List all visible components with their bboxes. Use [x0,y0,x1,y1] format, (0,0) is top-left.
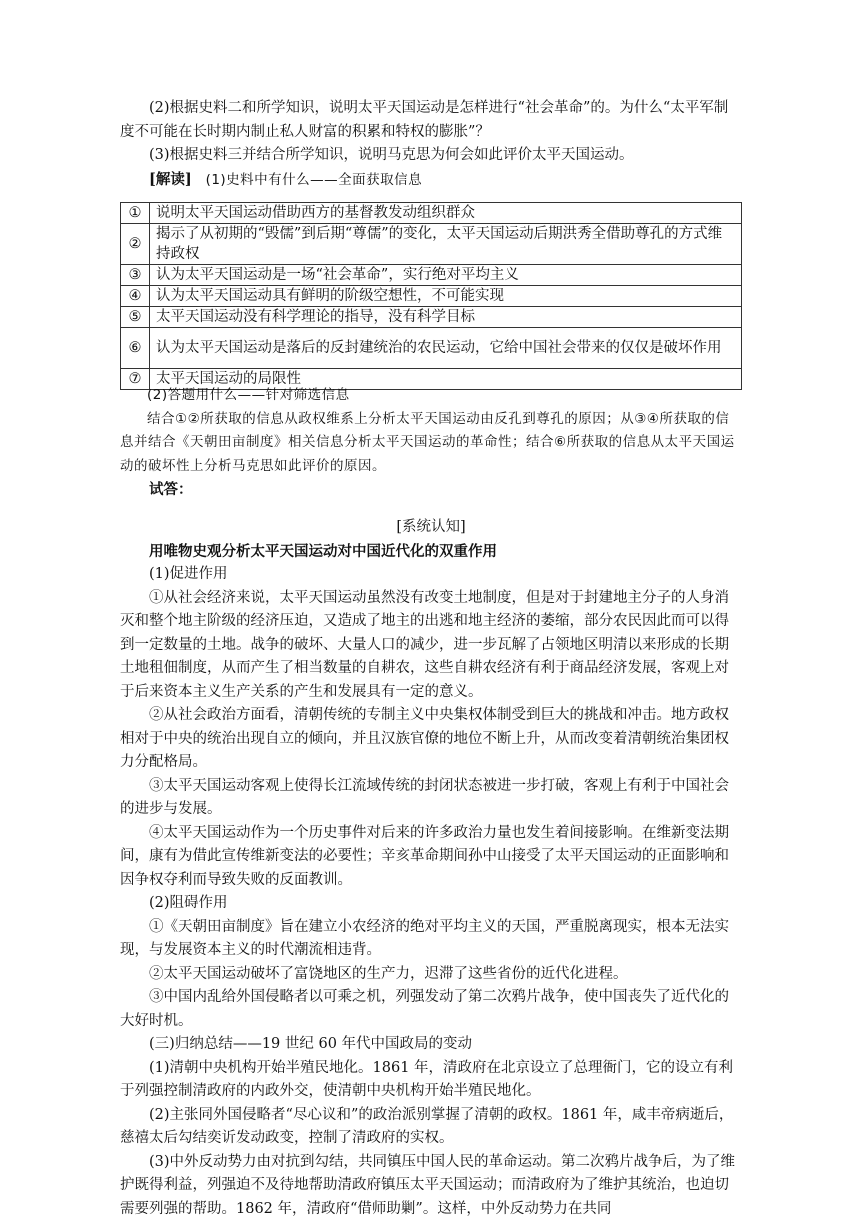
summary-item: (1)清朝中央机构开始半殖民地化。1861 年，清政府在北京设立了总理衙门，它的设立有利于列强控制清政府的内政外交，使清朝中央机构开始半殖民地化。 [120,1057,742,1104]
answer-use-text: 结合①②所获取的信息从政权维系上分析太平天国运动由反孔到尊孔的原因；从③④所获取的信息并结合《天朝田亩制度》相关信息分析太平天国运动的革命性；结合⑥所获取的信息从太平天国运动的破坏性上分析马克思如此评价的原因。 [120,408,742,479]
hinder-heading: (2)阻碍作用 [120,892,742,916]
jiedu-text: (1)史料中有什么——全面获取信息 [206,172,423,188]
info-table [120,202,742,390]
promote-item: ④太平天国运动作为一个历史事件对后来的许多政治力量也发生着间接影响。在维新变法期间，康有为借此宣传维新变法的必要性；辛亥革命期间孙中山接受了太平天国运动的正面影响和因争权夺利而导致失败的反面教训。 [120,822,742,893]
answer-use-heading: (2)答题用什么——针对筛选信息 [120,384,742,408]
row-number: ③ [121,265,150,286]
table-row [121,286,742,307]
row-text: 认为太平天国运动具有鲜明的阶级空想性，不可能实现 [150,286,742,307]
row-number: ⑦ [121,369,150,390]
summary-item: (3)中外反动势力由对抗到勾结，共同镇压中国人民的革命运动。第二次鸦片战争后，为了维护既得利益，列强迫不及待地帮助清政府镇压太平天国运动；而清政府为了维护其统治，也迫切需要列强的帮助。1862 年，清政府“借师助剿”。这样，中外反动势力在共同 [120,1151,742,1221]
jiedu-line [120,168,742,193]
table-row [121,307,742,328]
row-text: 揭示了从初期的“毁儒”到后期“尊儒”的变化，太平天国运动后期洪秀全借助尊孔的方式维持政权 [150,224,742,265]
system-block [120,516,742,1221]
row-number: ④ [121,286,150,307]
table-row [121,203,742,224]
table-row [121,224,742,265]
question-2: (2)根据史料二和所学知识，说明太平天国运动是怎样进行“社会革命”的。为什么“太平军制度不可能在长时期内制止私人财富的积累和特权的膨胀”？ [120,97,742,144]
row-number: ② [121,224,150,265]
row-text: 太平天国运动没有科学理论的指导，没有科学目标 [150,307,742,328]
table-row [121,328,742,369]
row-number: ⑤ [121,307,150,328]
promote-heading: (1)促进作用 [120,563,742,587]
table-row [121,265,742,286]
system-label: [系统认知] [120,516,742,540]
summary-item: (2)主张同外国侵略者“尽心议和”的政治派别掌握了清朝的政权。1861 年，咸丰帝病逝后，慈禧太后勾结奕䜣发动政变，控制了清政府的实权。 [120,1104,742,1151]
hinder-item: ③中国内乱给外国侵略者以可乘之机，列强发动了第二次鸦片战争，使中国丧失了近代化的大好时机。 [120,986,742,1033]
row-number: ⑥ [121,328,150,369]
promote-item: ③太平天国运动客观上使得长江流域传统的封闭状态被进一步打破，客观上有利于中国社会的进步与发展。 [120,775,742,822]
questions-block [120,97,742,192]
row-number: ① [121,203,150,224]
answer-use-block [120,384,742,502]
hinder-item: ①《天朝田亩制度》旨在建立小农经济的绝对平均主义的天国，严重脱离现实，根本无法实现，与发展资本主义的时代潮流相违背。 [120,916,742,963]
row-text: 认为太平天国运动是一场“社会革命”，实行绝对平均主义 [150,265,742,286]
question-3: (3)根据史料三并结合所学知识，说明马克思为何会如此评价太平天国运动。 [120,144,742,168]
row-text: 认为太平天国运动是落后的反封建统治的农民运动，它给中国社会带来的仅仅是破坏作用 [150,328,742,369]
promote-item: ②从社会政治方面看，清朝传统的专制主义中央集权体制受到巨大的挑战和冲击。地方政权相对于中央的统治出现自立的倾向，并且汉族官僚的地位不断上升，从而改变着清朝统治集团权力分配格局。 [120,704,742,775]
shida-label: 试答： [120,478,742,502]
summary-heading: (三)归纳总结——19 世纪 60 年代中国政局的变动 [120,1033,742,1057]
system-title: 用唯物史观分析太平天国运动对中国近代化的双重作用 [120,540,742,564]
promote-item: ①从社会经济来说，太平天国运动虽然没有改变土地制度，但是对于封建地主分子的人身消灭和整个地主阶级的经济压迫，又造成了地主的出逃和地主经济的萎缩，部分农民因此而可以得到一定数量的土地。战争的破坏、大量人口的减少，进一步瓦解了占领地区明清以来形成的长期土地租佃制度，从而产生了相当数量的自耕农，这些自耕农经济有利于商品经济发展，客观上对于后来资本主义生产关系的产生和发展具有一定的意义。 [120,587,742,705]
hinder-item: ②太平天国运动破坏了富饶地区的生产力，迟滞了这些省份的近代化进程。 [120,963,742,987]
row-text: 太平天国运动的局限性 [150,369,742,390]
jiedu-label: [解读] [149,171,192,188]
row-text: 说明太平天国运动借助西方的基督教发动组织群众 [150,203,742,224]
